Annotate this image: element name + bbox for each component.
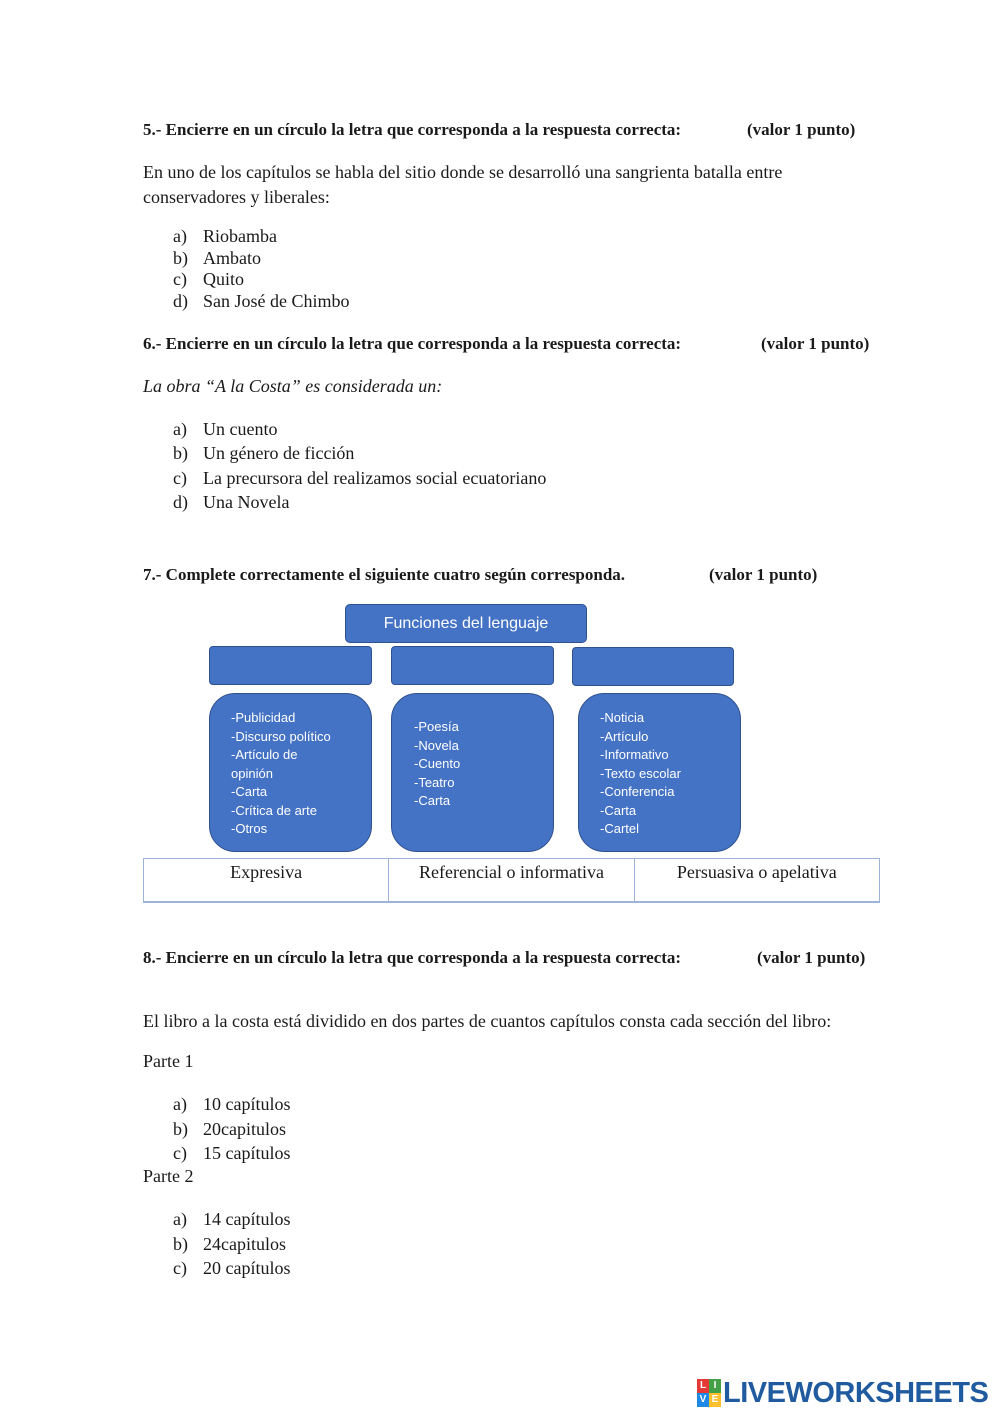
list-item: -Poesía (414, 719, 459, 734)
list-item: -Publicidad (231, 710, 296, 725)
examples-box-1 (209, 693, 372, 852)
q8-part2-label: Parte 2 (143, 1166, 194, 1186)
option-letter: d) (173, 290, 188, 311)
q5-title (143, 120, 856, 140)
list-item: -Carta (414, 793, 451, 808)
option-text: 15 capítulos (203, 1143, 291, 1163)
list-item: -Crítica de arte (231, 802, 317, 818)
option-text: 24capitulos (203, 1233, 286, 1254)
list-item: opinión (231, 765, 273, 781)
q8-points: (valor 1 punto) (757, 948, 866, 967)
option-letter: b) (173, 247, 188, 268)
option-letter: a) (173, 419, 187, 439)
q8-prompt: El libro a la costa está dividido en dos partes de cuantos capítulos consta cada sección del libro: (143, 1011, 832, 1031)
list-item: -Artículo (600, 728, 649, 744)
logo-text: LIVEWORKSHEETS (723, 1376, 989, 1409)
list-item: -Noticia (600, 710, 645, 725)
option-letter: c) (173, 269, 187, 289)
list-item: -Otros (231, 821, 268, 836)
option-letter: c) (173, 467, 187, 488)
logo-mark-letter: E (709, 1393, 721, 1407)
list-item: -Cartel (600, 821, 640, 836)
option-text: Un género de ficción (203, 443, 355, 464)
option-text: Un cuento (203, 419, 278, 439)
logo-mark-letter: L (697, 1379, 709, 1393)
option-letter: a) (173, 226, 187, 246)
option-text: Riobamba (203, 226, 277, 246)
q6-prompt: La obra “A la Costa” es considerada un: (143, 376, 443, 396)
list-item: -Informativo (600, 747, 669, 762)
option-text: 20capitulos (203, 1118, 286, 1139)
blank-heading-box-2[interactable] (391, 646, 554, 685)
q6-points: (valor 1 punto) (761, 334, 870, 353)
q8-part1-option-c[interactable] (173, 1141, 291, 1166)
q5-option-d[interactable] (173, 291, 350, 313)
option-text: 20 capítulos (203, 1258, 291, 1278)
option-letter: b) (173, 443, 188, 464)
option-letter: d) (173, 491, 188, 512)
list-item: -Texto escolar (600, 765, 681, 781)
q8-part1-options (173, 1092, 291, 1166)
option-text: 14 capítulos (203, 1209, 291, 1229)
option-letter: b) (173, 1118, 188, 1139)
q5-option-b[interactable] (173, 248, 350, 270)
examples-box-2 (391, 693, 554, 852)
option-letter: c) (173, 1258, 187, 1278)
option-text: 10 capítulos (203, 1094, 291, 1114)
logo-mark-letter: I (709, 1379, 721, 1393)
logo-mark-icon (697, 1379, 721, 1407)
q7-title-text: 7.- Complete correctamente el siguiente cuatro según corresponda. (143, 565, 626, 584)
liveworksheets-logo[interactable] (697, 1376, 988, 1410)
option-text: Una Novela (203, 491, 290, 512)
list-item: -Novela (414, 737, 459, 753)
option-text: La precursora del realizamos social ecuatoriano (203, 467, 547, 488)
logo-mark-letter: V (697, 1393, 709, 1407)
table-row (144, 859, 880, 903)
q8-part2-option-b[interactable] (173, 1232, 291, 1257)
q6-title (143, 334, 870, 354)
q5-points: (valor 1 punto) (747, 120, 856, 139)
q6-title-text: 6.- Encierre en un círculo la letra que corresponda a la respuesta correcta: (143, 334, 682, 353)
q8-part2-option-a[interactable] (173, 1207, 291, 1232)
q8-part1-label: Parte 1 (143, 1051, 194, 1071)
q6-option-d[interactable] (173, 490, 546, 514)
q5-options (173, 226, 350, 312)
option-letter: c) (173, 1143, 187, 1163)
q6-options (173, 417, 546, 514)
option-text: Quito (203, 269, 245, 289)
q8-part2-options (173, 1207, 291, 1281)
q5-title-text: 5.- Encierre en un círculo la letra que corresponda a la respuesta correcta: (143, 120, 682, 139)
examples-box-3 (578, 693, 741, 852)
list-item: -Carta (231, 784, 268, 799)
list-item: -Cuento (414, 756, 461, 771)
answer-options-table (143, 858, 880, 903)
option-letter: b) (173, 1233, 188, 1254)
q6-option-b[interactable] (173, 441, 546, 465)
diagram-header: Funciones del lenguaje (345, 604, 587, 643)
answer-option-2[interactable]: Referencial o informativa (389, 859, 634, 903)
q5-prompt: En uno de los capítulos se habla del sitio donde se desarrolló una sangrienta batalla entre conservadores y liberales: (143, 162, 783, 207)
list-item: -Carta (600, 802, 637, 818)
list-item: -Conferencia (600, 784, 675, 799)
option-letter: a) (173, 1209, 187, 1229)
q7-title (143, 565, 818, 585)
answer-option-1[interactable]: Expresiva (144, 859, 389, 903)
q5-option-a[interactable] (173, 226, 350, 248)
q8-part2-option-c[interactable] (173, 1256, 291, 1281)
q8-title-text: 8.- Encierre en un círculo la letra que corresponda a la respuesta correcta: (143, 948, 682, 967)
option-letter: a) (173, 1094, 187, 1114)
q6-option-a[interactable] (173, 417, 546, 441)
q7-points: (valor 1 punto) (709, 565, 818, 584)
option-text: Ambato (203, 247, 261, 268)
q8-part1-option-b[interactable] (173, 1117, 291, 1142)
list-item: -Teatro (414, 774, 455, 790)
blank-heading-box-3[interactable] (572, 647, 734, 686)
q5-option-c[interactable] (173, 269, 350, 291)
answer-option-3[interactable]: Persuasiva o apelativa (634, 859, 879, 903)
q8-title (143, 948, 866, 968)
list-item: -Discurso político (231, 728, 331, 744)
blank-heading-box-1[interactable] (209, 646, 372, 685)
q8-part1-option-a[interactable] (173, 1092, 291, 1117)
list-item: -Artículo de (231, 747, 298, 762)
q6-option-c[interactable] (173, 466, 546, 490)
option-text: San José de Chimbo (203, 290, 350, 311)
